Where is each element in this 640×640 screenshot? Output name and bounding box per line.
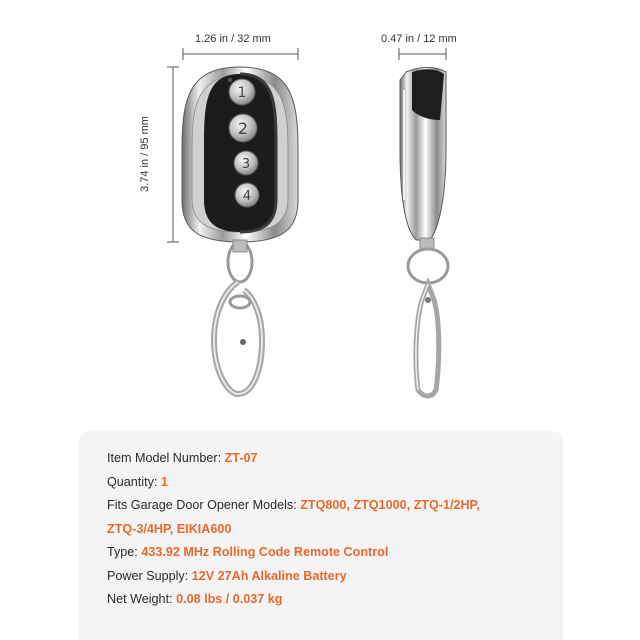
spec-quantity [107, 471, 563, 495]
remote-button-3 [234, 151, 258, 175]
spec-power-value: 12V 27Ah Alkaline Battery [191, 568, 347, 583]
spec-fits-label: Fits Garage Door Opener Models: [107, 498, 301, 512]
spec-fits-value: ZTQ800, ZTQ1000, ZTQ-1/2HP, [300, 498, 480, 512]
height-dimension-line [167, 67, 179, 242]
svg-text:1: 1 [237, 85, 247, 101]
spec-weight-label: Net Weight: [107, 592, 177, 606]
spec-power [107, 565, 563, 589]
svg-text:2: 2 [237, 119, 249, 138]
spec-type-label: Type: [107, 545, 142, 559]
width-dimension-label: 1.26 in / 32 mm [195, 33, 271, 45]
depth-dimension-line [399, 48, 446, 60]
height-dimension-label: 3.74 in / 95 mm [138, 116, 151, 192]
spec-type [107, 541, 563, 565]
svg-text:4: 4 [242, 189, 252, 204]
remote-button-4 [235, 183, 259, 207]
svg-text:3: 3 [241, 157, 251, 172]
spec-type-value: 433.92 MHz Rolling Code Remote Control [141, 545, 389, 559]
spec-fits-continued [107, 518, 563, 542]
depth-dimension-label: 0.47 in / 12 mm [381, 33, 457, 45]
spec-fits-value-2: ZTQ-3/4HP, EIKIA600 [107, 521, 232, 536]
remote-button-1 [229, 79, 255, 105]
spec-weight-value: 0.08 lbs / 0.037 kg [176, 592, 283, 606]
remote-side-view [400, 68, 448, 397]
spec-quantity-label: Quantity: [107, 474, 161, 489]
width-dimension-line [183, 48, 298, 60]
spec-quantity-value: 1 [160, 474, 168, 489]
spec-panel [79, 431, 563, 640]
spec-model-value: ZT-07 [224, 451, 258, 465]
spec-model [107, 447, 563, 471]
spec-model-label: Item Model Number: [107, 451, 225, 465]
remote-button-2 [229, 114, 257, 142]
spec-power-label: Power Supply: [107, 568, 192, 583]
spec-weight [107, 588, 563, 612]
spec-fits [107, 494, 563, 518]
